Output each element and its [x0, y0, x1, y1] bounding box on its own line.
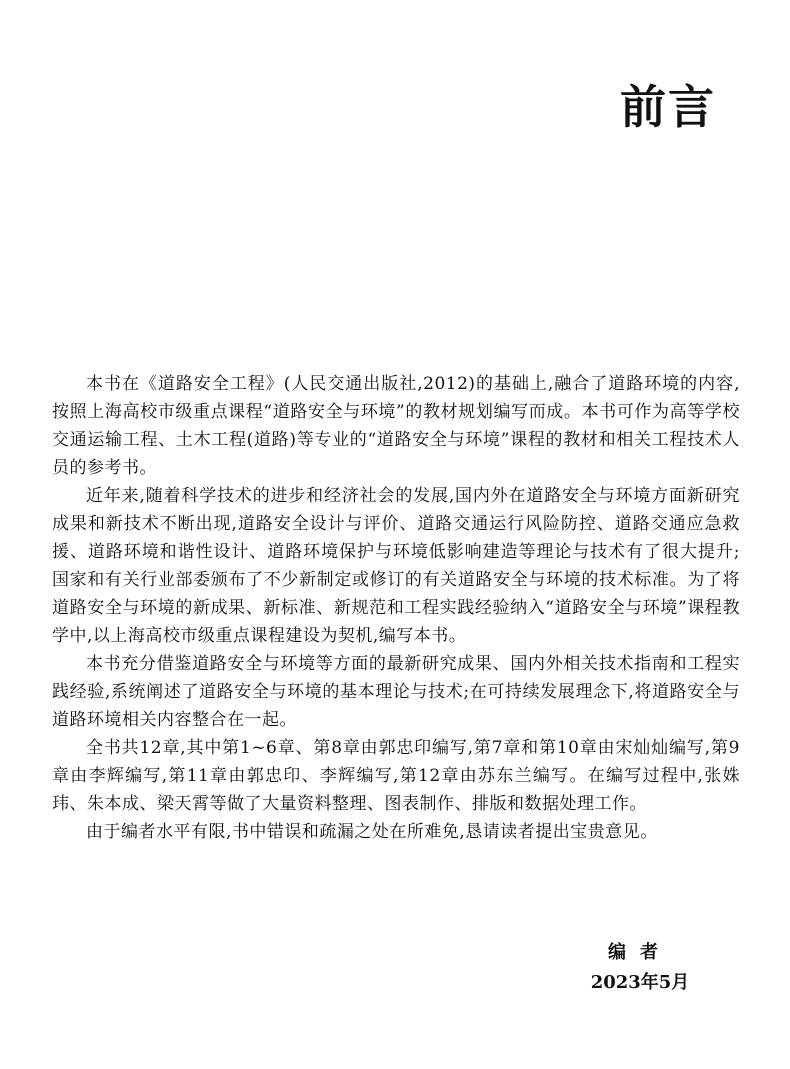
paragraph-2: 近年来,随着科学技术的进步和经济社会的发展,国内外在道路安全与环境方面新研究成果和新技术不断出现,道路安全设计与评价、道路交通运行风险防控、道路交通应急救援、道路环境和谐性设计、道路环境保护与环境低影响建造等理论与技术有了很大提升;国家和有关行业部委颁布了不少新制定或修订的有关道路安全与环境的技术标准。为了将道路安全与环境的新成果、新标准、新规范和工程实践经验纳入“道路安全与环境”课程教学中,以上海高校市级重点课程建设为契机,编写本书。 [52, 486, 740, 646]
preface-body [52, 370, 740, 846]
paragraph-3: 本书充分借鉴道路安全与环境等方面的最新研究成果、国内外相关技术指南和工程实践经验,系统阐述了道路安全与环境的基本理论与技术;在可持续发展理念下,将道路安全与道路环境相关内容整合在一起。 [52, 654, 740, 730]
page-title: 前言 [620, 80, 716, 134]
paragraph-1: 本书在《道路安全工程》(人民交通出版社,2012)的基础上,融合了道路环境的内容,按照上海高校市级重点课程“道路安全与环境”的教材规划编写而成。本书可作为高等学校交通运输工程、土木工程(道路)等专业的“道路安全与环境”课程的教材和相关工程技术人员的参考书。 [52, 374, 740, 478]
paragraph-4: 全书共12章,其中第1~6章、第8章由郭忠印编写,第7章和第10章由宋灿灿编写,第9章由李辉编写,第11章由郭忠印、李辉编写,第12章由苏东兰编写。在编写过程中,张姝玮、朱本成、梁天霄等做了大量资料整理、图表制作、排版和数据处理工作。 [52, 738, 740, 814]
signature-date: 2023年5月 [590, 972, 690, 993]
paragraph-5: 由于编者水平有限,书中错误和疏漏之处在所难免,恳请读者提出宝贵意见。 [86, 822, 658, 842]
signature-author: 编者 [608, 942, 672, 963]
